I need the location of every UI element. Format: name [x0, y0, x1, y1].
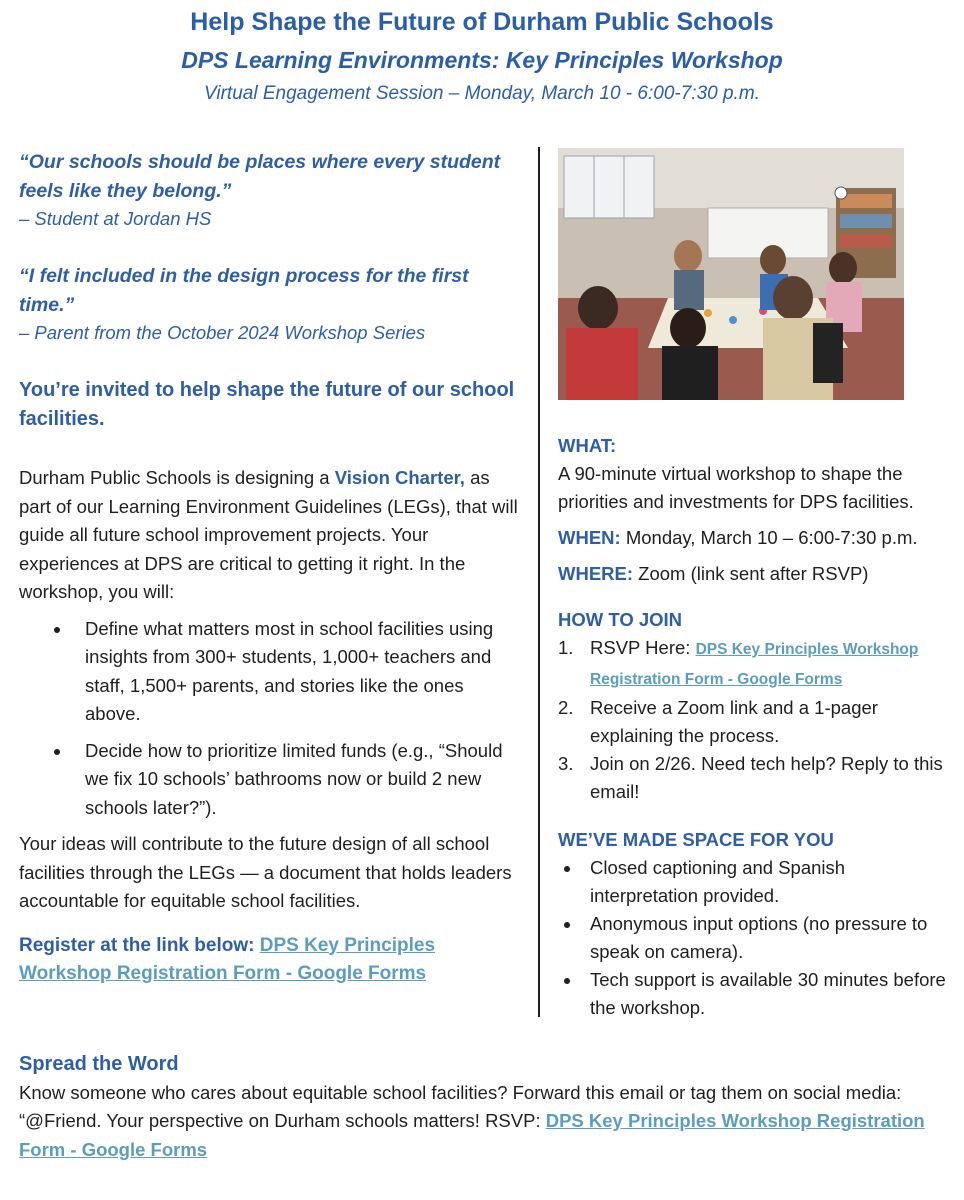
ideas-paragraph: Your ideas will contribute to the future design of all school facilities through the LEGs — a document that holds leaders accountable for equitable school facilities.	[19, 833, 512, 911]
spread-section	[19, 1050, 949, 1164]
spread-text: Know someone who cares about equitable school facilities? Forward this email or tag them on social media: “@Friend. Your perspective on Durham schools matters! RSVP:	[19, 1081, 902, 1131]
list-item: Anonymous input options (no pressure to speak on camera).	[590, 910, 958, 966]
page-subtitle: DPS Learning Environments: Key Principles Workshop	[181, 47, 783, 73]
header	[0, 6, 964, 108]
session-info: Virtual Engagement Session – Monday, March 10 - 6:00-7:30 p.m.	[204, 83, 760, 104]
vision-charter: Vision Charter,	[334, 467, 465, 488]
right-column	[558, 148, 958, 1022]
list-item: Receive a Zoom link and a 1-pager explaining the process.	[590, 697, 878, 746]
workshop-bullets	[19, 615, 519, 823]
what-label: WHAT:	[558, 435, 617, 456]
spread-heading: Spread the Word	[19, 1053, 179, 1075]
quote-1: “Our schools should be places where every student feels like they belong.”	[19, 151, 501, 202]
step1-prefix: RSVP Here:	[590, 637, 696, 658]
workshop-photo-image	[558, 148, 904, 400]
quote-1-attribution: – Student at Jordan HS	[19, 208, 212, 229]
list-item: Tech support is available 30 minutes before the workshop.	[590, 966, 958, 1022]
list-item	[590, 634, 958, 694]
page-title: Help Shape the Future of Durham Public Schools	[190, 8, 774, 36]
when-line	[558, 524, 958, 552]
list-item: Closed captioning and Spanish interpretation provided.	[590, 854, 958, 910]
intro-after: as part of our Learning Environment Guidelines (LEGs), that will guide all future school improvement projects. Your experiences at DPS are critical to getting it right. In the workshop, you will:	[19, 467, 518, 602]
register-link[interactable]: DPS Key Principles Workshop Registration Form - Google Forms	[19, 934, 436, 984]
left-column	[19, 148, 519, 989]
quote-2-attribution: – Parent from the October 2024 Workshop Series	[19, 322, 426, 343]
invite-heading: You’re invited to help shape the future of our school facilities.	[19, 379, 515, 430]
intro-before: Durham Public Schools is designing a	[19, 467, 335, 488]
rsvp-link[interactable]: DPS Key Principles Workshop Registration Form - Google Forms	[590, 641, 919, 688]
how-heading: HOW TO JOIN	[558, 609, 683, 630]
spread-paragraph	[19, 1079, 949, 1165]
where-text: Zoom (link sent after RSVP)	[633, 563, 869, 584]
intro-paragraph	[19, 464, 519, 607]
when-label: WHEN:	[558, 527, 621, 548]
what-text: A 90-minute virtual workshop to shape the priorities and investments for DPS facilities.	[558, 463, 914, 512]
workshop-photo	[558, 148, 904, 400]
quote-2: “I felt included in the design process for the first time.”	[19, 265, 469, 316]
register-label: Register at the link below:	[19, 934, 260, 956]
space-list	[558, 854, 958, 1022]
when-text: Monday, March 10 – 6:00-7:30 p.m.	[620, 527, 918, 548]
where-label: WHERE:	[558, 563, 634, 584]
how-steps	[558, 634, 958, 806]
space-heading: WE’VE MADE SPACE FOR YOU	[558, 829, 834, 850]
spread-link[interactable]: DPS Key Principles Workshop Registration Form - Google Forms	[19, 1110, 925, 1160]
list-item: Decide how to prioritize limited funds (e.g., “Should we fix 10 schools’ bathrooms now or build 2 new schools later?”).	[85, 737, 519, 823]
where-line	[558, 560, 958, 588]
list-item: Define what matters most in school facilities using insights from 300+ students, 1,000+ teachers and staff, 1,500+ parents, and stories like the ones above.	[85, 615, 519, 729]
list-item: Join on 2/26. Need tech help? Reply to this email!	[590, 753, 943, 802]
column-divider	[538, 147, 540, 1017]
register-line	[19, 932, 519, 989]
